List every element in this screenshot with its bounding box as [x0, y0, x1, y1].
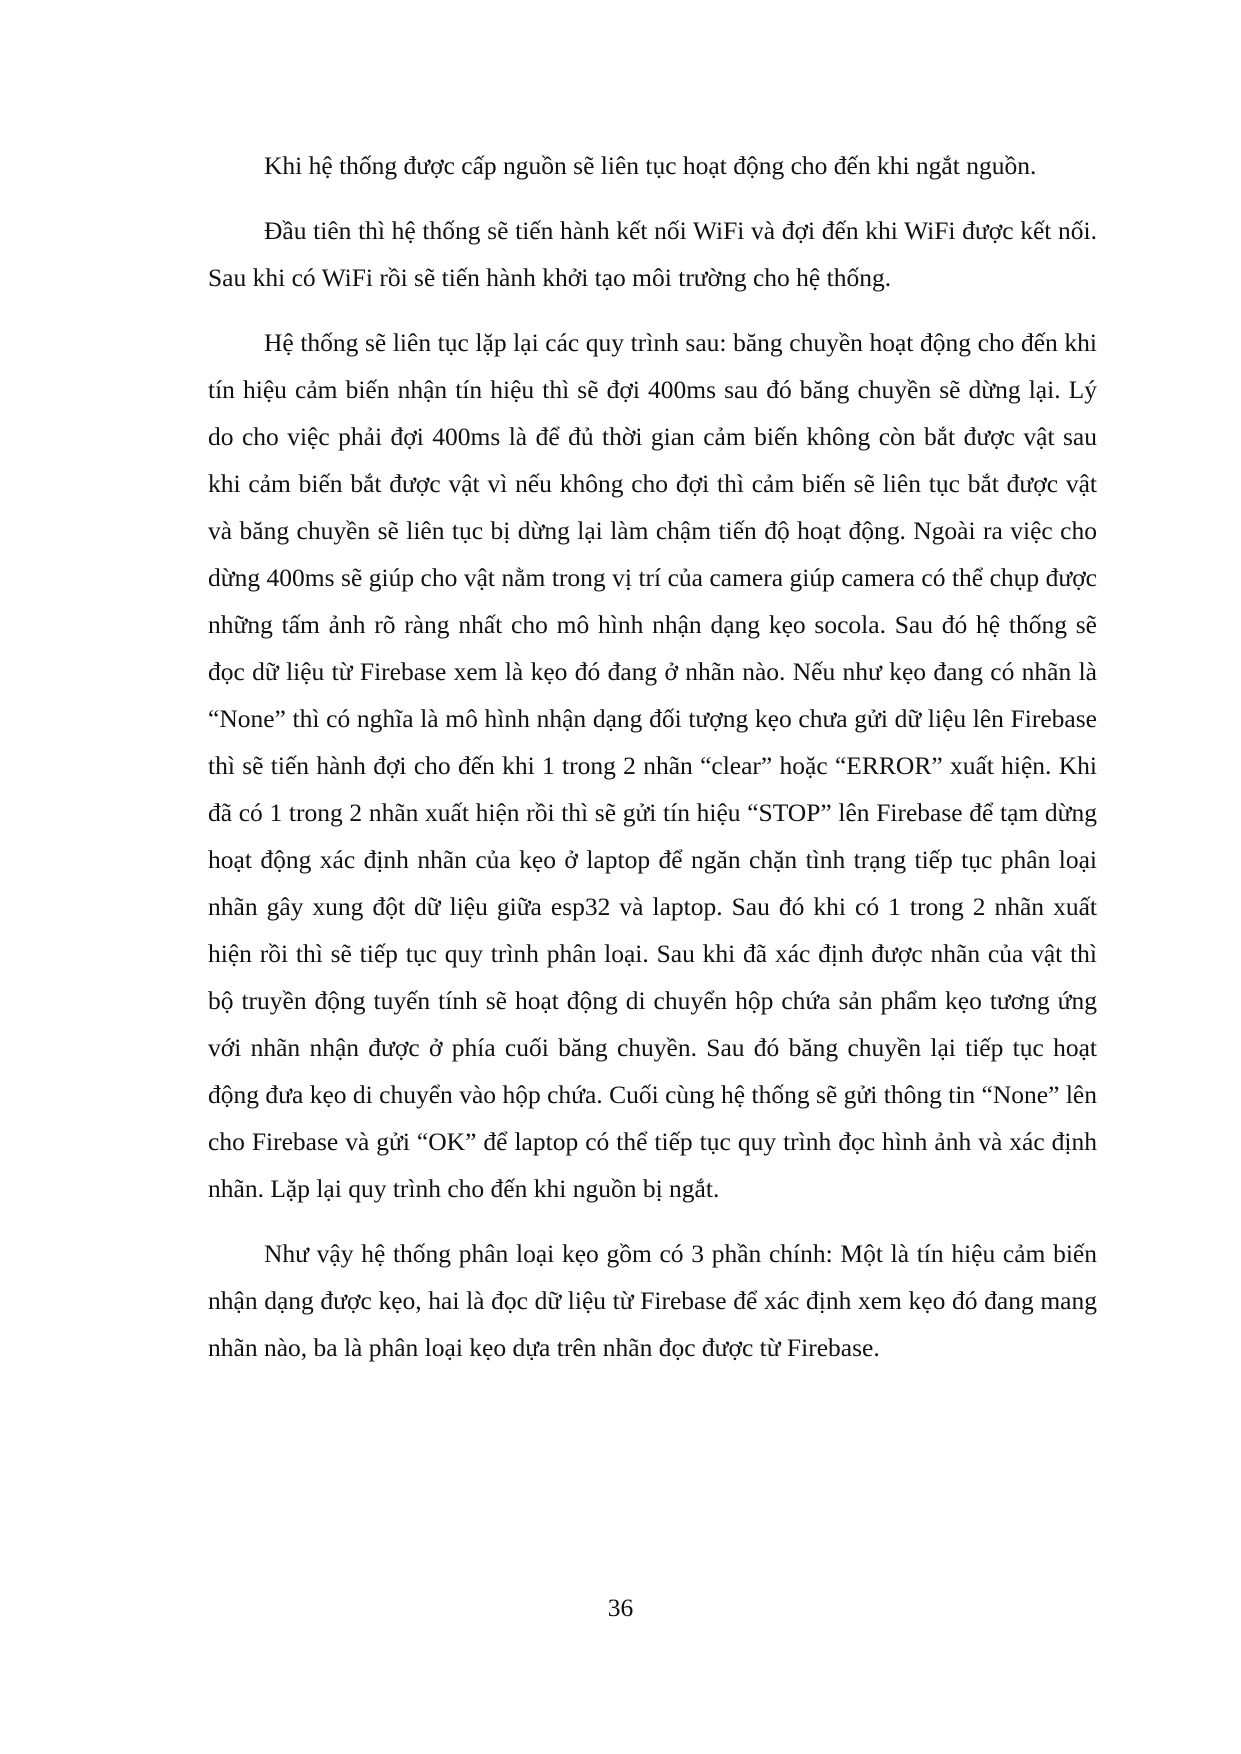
- paragraph-summary: Như vậy hệ thống phân loại kẹo gồm có 3 phần chính: Một là tín hiệu cảm biến nhận dạng được kẹo, hai là đọc dữ liệu từ Firebase để xác định xem kẹo đó đang mang nhãn nào, ba là phân loại kẹo dựa trên nhãn đọc được từ Firebase.: [208, 1239, 1097, 1362]
- paragraph-process-loop: Hệ thống sẽ liên tục lặp lại các quy trình sau: băng chuyền hoạt động cho đến khi tín hiệu cảm biến nhận tín hiệu thì sẽ đợi 400ms sau đó băng chuyền sẽ dừng lại. Lý do cho việc phải đợi 400ms là để đủ thời gian cảm biến không còn bắt được vật sau khi cảm biến bắt được vật vì nếu không cho đợi thì cảm biến sẽ liên tục bắt được vật và băng chuyền sẽ liên tục bị dừng lại làm chậm tiến độ hoạt động. Ngoài ra việc cho dừng 400ms sẽ giúp cho vật nằm trong vị trí của camera giúp camera có thể chụp được những tấm ảnh rõ ràng nhất cho mô hình nhận dạng kẹo socola. Sau đó hệ thống sẽ đọc dữ liệu từ Firebase xem là kẹo đó đang ở nhãn nào. Nếu như kẹo đang có nhãn là “None” thì có nghĩa là mô hình nhận dạng đối tượng kẹo chưa gửi dữ liệu lên Firebase thì sẽ tiến hành đợi cho đến khi 1 trong 2 nhãn “clear” hoặc “ERROR” xuất hiện. Khi đã có 1 trong 2 nhãn xuất hiện rồi thì sẽ gửi tín hiệu “STOP” lên Firebase để tạm dừng hoạt động xác định nhãn của kẹo ở laptop để ngăn chặn tình trạng tiếp tục phân loại nhãn gây xung đột dữ liệu giữa esp32 và laptop. Sau đó khi có 1 trong 2 nhãn xuất hiện rồi thì sẽ tiếp tục quy trình phân loại. Sau khi đã xác định được nhãn của vật thì bộ truyền động tuyến tính sẽ hoạt động di chuyển hộp chứa sản phẩm kẹo tương ứng với nhãn nhận được ở phía cuối băng chuyền. Sau đó băng chuyền lại tiếp tục hoạt động đưa kẹo di chuyển vào hộp chứa. Cuối cùng hệ thống sẽ gửi thông tin “None” lên cho Firebase và gửi “OK” để laptop có thể tiếp tục quy trình đọc hình ảnh và xác định nhãn. Lặp lại quy trình cho đến khi nguồn bị ngắt.: [208, 328, 1097, 1203]
- page-number: 36: [607, 1593, 634, 1622]
- paragraph-wifi-init: Đầu tiên thì hệ thống sẽ tiến hành kết nối WiFi và đợi đến khi WiFi được kết nối. Sau khi có WiFi rồi sẽ tiến hành khởi tạo môi trường cho hệ thống.: [208, 216, 1097, 292]
- body-text: [208, 142, 1097, 1389]
- paragraph-power-on: Khi hệ thống được cấp nguồn sẽ liên tục hoạt động cho đến khi ngắt nguồn.: [264, 151, 1037, 180]
